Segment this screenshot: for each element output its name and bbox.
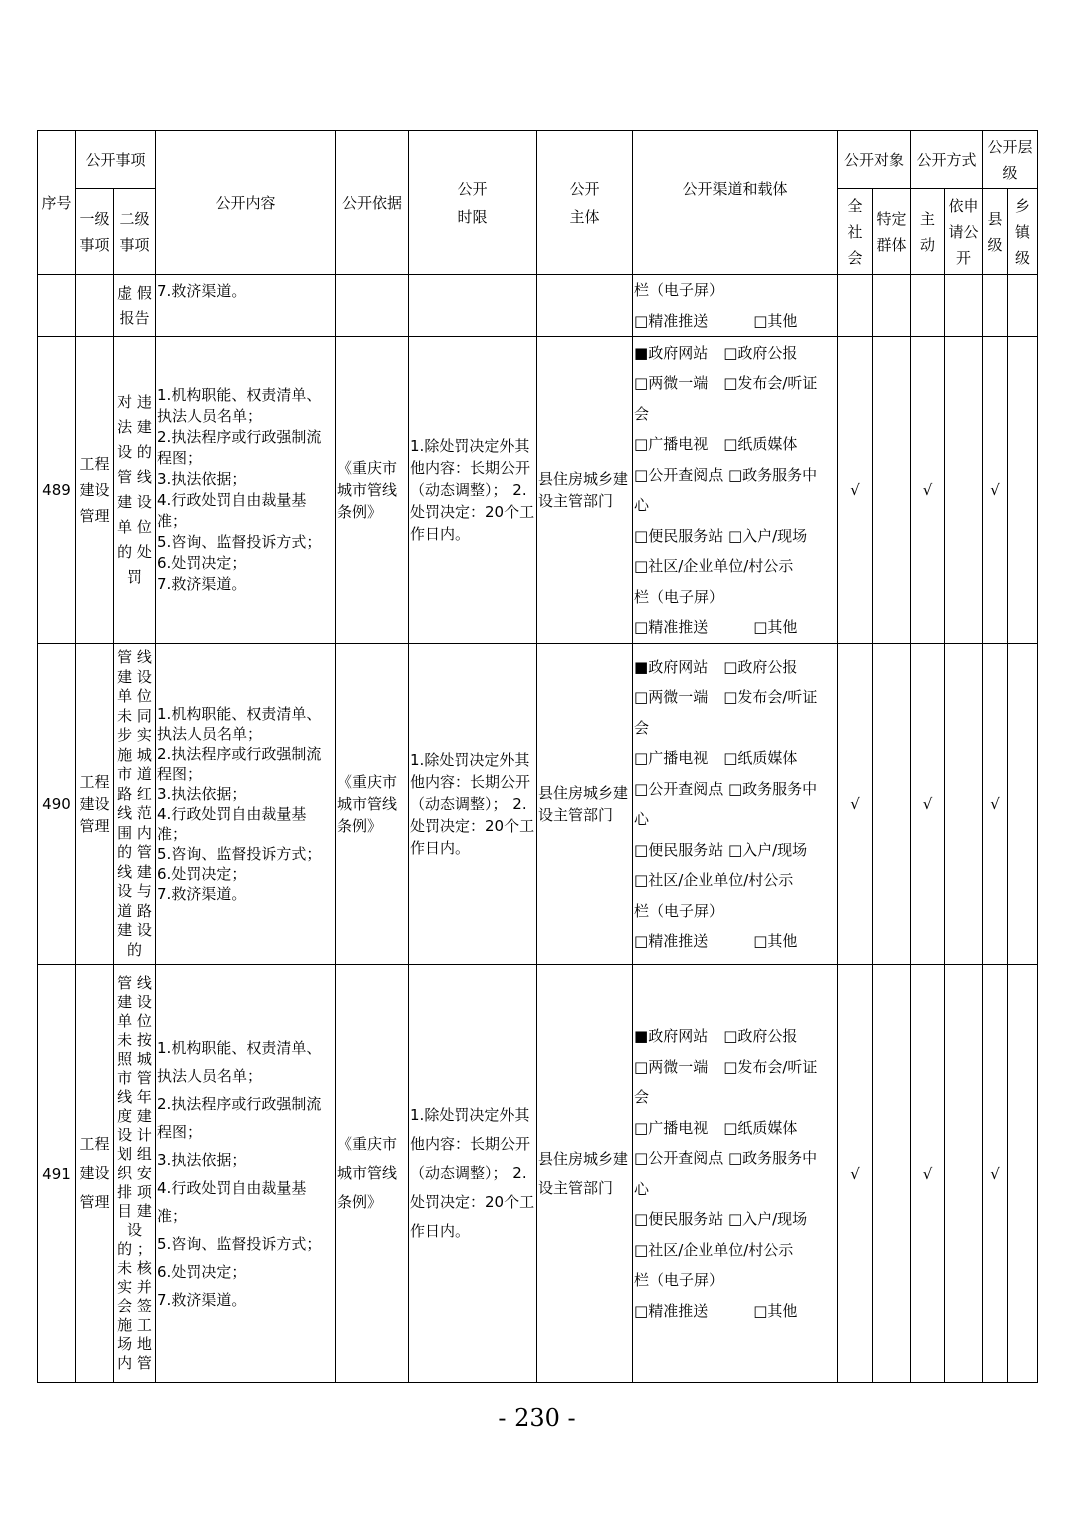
- cell-level1: 工程 建设 管理: [76, 337, 114, 644]
- cell-all: √: [838, 644, 873, 965]
- header-channels: 公开渠道和载体: [633, 131, 838, 275]
- cell-content: 1.机构职能、权责清单、 执法人员名单； 2.执法程序或行政强制流 程图； 3.执法依据； 4.行政处罚自由裁量基 准； 5.咨询、监督投诉方式； 6.处罚决定； 7.救济渠道。: [156, 965, 336, 1383]
- cell-subject: 县住房城乡建设主管部门: [537, 644, 633, 965]
- cell-time-limit: 1.除处罚决定外其他内容：长期公开（动态调整）； 2.处罚决定：20个工作日内。: [409, 337, 537, 644]
- cell-request: [945, 644, 983, 965]
- cell-specific: [873, 275, 911, 337]
- page-number: - 230 -: [498, 1404, 576, 1432]
- header-method: 公开方式: [911, 131, 983, 189]
- cell-county: √: [983, 337, 1008, 644]
- cell-request: [945, 275, 983, 337]
- header-method-active: 主 动: [911, 189, 945, 275]
- cell-channels: 栏（电子屏） □精准推送 □其他: [633, 275, 838, 337]
- cell-seq: 490: [38, 644, 76, 965]
- cell-town: [1008, 275, 1038, 337]
- disclosure-table: [37, 130, 1038, 1383]
- cell-specific: [873, 965, 911, 1383]
- cell-seq: 491: [38, 965, 76, 1383]
- cell-all: √: [838, 337, 873, 644]
- cell-time-limit: [409, 275, 537, 337]
- cell-all: √: [838, 965, 873, 1383]
- header-audience-all: 全 社 会: [838, 189, 873, 275]
- cell-specific: [873, 644, 911, 965]
- header-level: 公开层 级: [983, 131, 1038, 189]
- cell-request: [945, 965, 983, 1383]
- cell-level2: 管 线 建 设 单 位 未 同 步 实 施 城 市 道 路 红 线 范 围 内 的 管 线 建 设 与 道 路 建 设 的: [114, 644, 156, 965]
- cell-channels: ■政府网站 □政府公报 □两微一端 □发布会/听证 会 □广播电视 □纸质媒体 □公开查阅点 □政务服务中 心 □便民服务站 □入户/现场 □社区/企业单位/村公示 栏（电子屏） □精准推送 □其他: [633, 337, 838, 644]
- header-level1: 一级 事项: [76, 189, 114, 275]
- cell-county: [983, 275, 1008, 337]
- cell-all: [838, 275, 873, 337]
- cell-level2: 对 违 法 建 设 的 管 线 建 设 单 位 的 处 罚: [114, 337, 156, 644]
- header-item: 公开事项: [76, 131, 156, 189]
- cell-request: [945, 337, 983, 644]
- header-content: 公开内容: [156, 131, 336, 275]
- table-row-continued: [38, 275, 1038, 337]
- cell-content: 1.机构职能、权责清单、 执法人员名单； 2.执法程序或行政强制流 程图； 3.执法依据； 4.行政处罚自由裁量基 准； 5.咨询、监督投诉方式； 6.处罚决定； 7.救济渠道。: [156, 337, 336, 644]
- cell-county: √: [983, 644, 1008, 965]
- cell-level1: [76, 275, 114, 337]
- cell-level2: 管 线 建 设 单 位 未 按 照 城 市 管 线 年 度 建 设 计 划 组 织 安 排 项 目 建 设 的 ； 未 核 实 并 会 签 施 工 场 地 内 管: [114, 965, 156, 1383]
- header-level-county: 县 级: [983, 189, 1008, 275]
- cell-subject: 县住房城乡建设主管部门: [537, 965, 633, 1383]
- cell-channels: ■政府网站 □政府公报 □两微一端 □发布会/听证 会 □广播电视 □纸质媒体 □公开查阅点 □政务服务中 心 □便民服务站 □入户/现场 □社区/企业单位/村公示 栏（电子屏） □精准推送 □其他: [633, 965, 838, 1383]
- header-method-request: 依申 请公 开: [945, 189, 983, 275]
- header-basis: 公开依据: [336, 131, 409, 275]
- header-seq: 序号: [38, 131, 76, 275]
- cell-basis: 《重庆市城市管线条例》: [336, 337, 409, 644]
- cell-level2: 虚 假 报告: [114, 275, 156, 337]
- cell-active: [911, 275, 945, 337]
- header-level-town: 乡 镇 级: [1008, 189, 1038, 275]
- header-audience-specific: 特定 群体: [873, 189, 911, 275]
- cell-level1: 工程 建设 管理: [76, 644, 114, 965]
- cell-specific: [873, 337, 911, 644]
- cell-seq: 489: [38, 337, 76, 644]
- cell-channels: ■政府网站 □政府公报 □两微一端 □发布会/听证 会 □广播电视 □纸质媒体 □公开查阅点 □政务服务中 心 □便民服务站 □入户/现场 □社区/企业单位/村公示 栏（电子屏） □精准推送 □其他: [633, 644, 838, 965]
- header-time-limit: 公开 时限: [409, 131, 537, 275]
- cell-subject: 县住房城乡建设主管部门: [537, 337, 633, 644]
- table-row-490: [38, 644, 1038, 965]
- cell-basis: [336, 275, 409, 337]
- cell-basis: 《重庆市城市管线条例》: [336, 644, 409, 965]
- cell-content: 1.机构职能、权责清单、 执法人员名单； 2.执法程序或行政强制流 程图； 3.执法依据； 4.行政处罚自由裁量基 准； 5.咨询、监督投诉方式； 6.处罚决定； 7.救济渠道。: [156, 644, 336, 965]
- header-level2: 二级 事项: [114, 189, 156, 275]
- cell-town: [1008, 644, 1038, 965]
- table-row-489: [38, 337, 1038, 644]
- cell-subject: [537, 275, 633, 337]
- cell-active: √: [911, 644, 945, 965]
- table-row-491: [38, 965, 1038, 1383]
- cell-county: √: [983, 965, 1008, 1383]
- header-row-1: [38, 131, 1038, 189]
- cell-seq: [38, 275, 76, 337]
- header-subject: 公开 主体: [537, 131, 633, 275]
- cell-level1: 工程 建设 管理: [76, 965, 114, 1383]
- cell-time-limit: 1.除处罚决定外其他内容：长期公开（动态调整）； 2.处罚决定：20个工作日内。: [409, 965, 537, 1383]
- cell-town: [1008, 337, 1038, 644]
- cell-basis: 《重庆市城市管线条例》: [336, 965, 409, 1383]
- cell-town: [1008, 965, 1038, 1383]
- header-audience: 公开对象: [838, 131, 911, 189]
- cell-content: 7.救济渠道。: [156, 275, 336, 337]
- cell-active: √: [911, 337, 945, 644]
- cell-active: √: [911, 965, 945, 1383]
- cell-time-limit: 1.除处罚决定外其他内容：长期公开（动态调整）； 2.处罚决定：20个工作日内。: [409, 644, 537, 965]
